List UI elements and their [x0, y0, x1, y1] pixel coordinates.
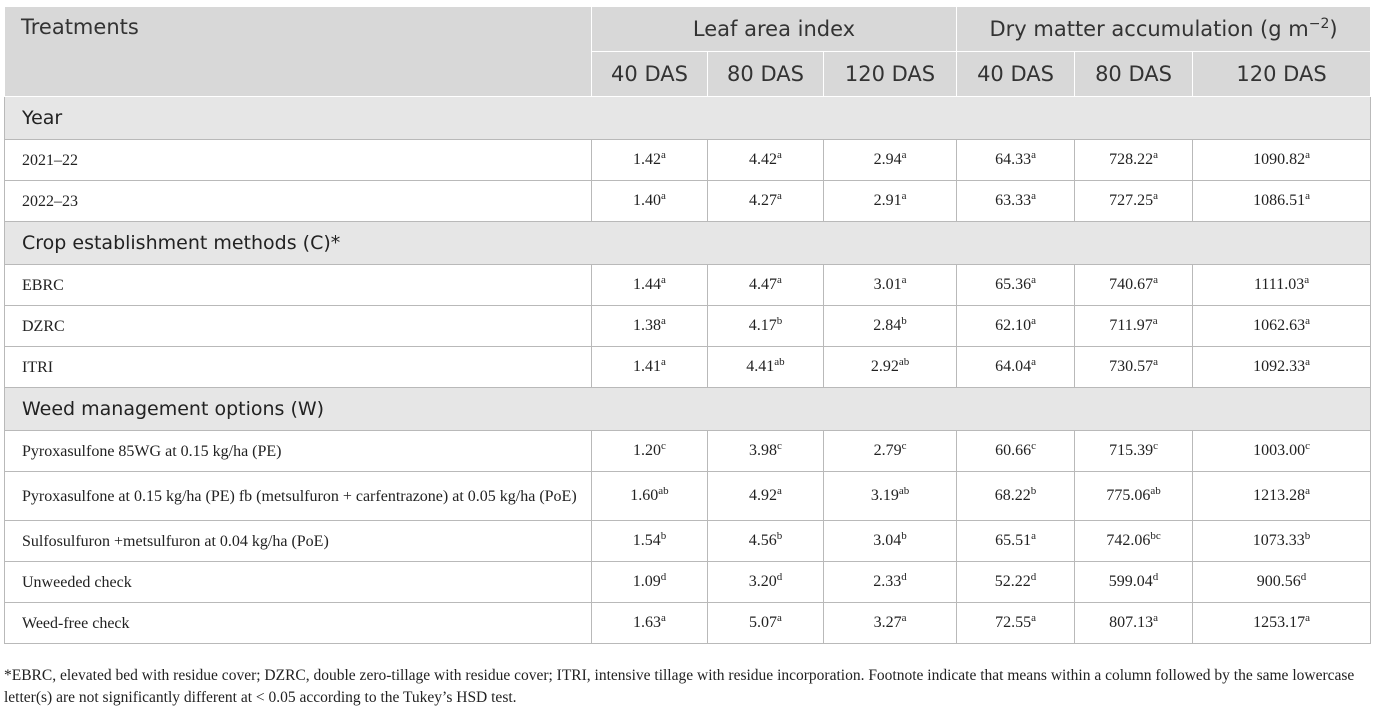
significance-letter: c	[1031, 440, 1036, 452]
significance-letter: a	[1305, 612, 1310, 624]
table-header	[5, 7, 1371, 97]
value-cell	[957, 181, 1075, 222]
section-title: Year	[5, 97, 1371, 140]
value-cell	[708, 603, 824, 644]
significance-letter: d	[776, 571, 783, 583]
value-number: 1092.33	[1253, 358, 1306, 375]
value-number: 4.92	[749, 487, 778, 504]
value-cell	[708, 140, 824, 181]
value-cell	[708, 562, 824, 603]
value-cell	[592, 603, 708, 644]
value-cell	[824, 472, 957, 521]
value-cell	[824, 140, 957, 181]
value-number: 2.33	[873, 573, 902, 590]
value-cell	[1075, 472, 1193, 521]
treatment-label: 2022–23	[5, 181, 592, 222]
value-cell	[1193, 181, 1371, 222]
significance-letter: a	[1304, 274, 1310, 286]
value-cell	[708, 431, 824, 472]
value-number: 63.33	[995, 192, 1032, 209]
value-cell	[708, 265, 824, 306]
value-number: 730.57	[1109, 358, 1154, 375]
value-number: 1.41	[633, 358, 662, 375]
value-cell	[1075, 562, 1193, 603]
value-cell	[957, 562, 1075, 603]
value-cell	[1075, 431, 1193, 472]
significance-letter: b	[901, 530, 907, 542]
significance-letter: a	[1305, 485, 1310, 497]
value-cell	[592, 472, 708, 521]
table-row	[5, 306, 1371, 347]
value-number: 3.04	[873, 532, 902, 549]
value-number: 3.98	[749, 442, 778, 459]
value-number: 1111.03	[1253, 276, 1305, 293]
value-cell	[592, 347, 708, 388]
value-cell	[592, 181, 708, 222]
value-number: 1090.82	[1253, 151, 1306, 168]
treatment-label: 2021–22	[5, 140, 592, 181]
value-cell	[592, 265, 708, 306]
value-number: 4.27	[749, 192, 778, 209]
value-number: 1.09	[632, 573, 661, 590]
value-number: 3.20	[748, 573, 777, 590]
value-cell	[824, 521, 957, 562]
value-cell	[957, 306, 1075, 347]
value-number: 1.20	[633, 442, 662, 459]
value-number: 4.17	[748, 317, 777, 334]
significance-letter: b	[1030, 485, 1037, 497]
value-cell	[1193, 431, 1371, 472]
value-cell	[708, 521, 824, 562]
value-number: 727.25	[1109, 192, 1154, 209]
treatment-label: Sulfosulfuron +metsulfuron at 0.04 kg/ha (PoE)	[5, 521, 592, 562]
value-cell	[1193, 472, 1371, 521]
significance-letter: d	[901, 571, 907, 583]
treatments-header: Treatments	[5, 7, 592, 97]
value-cell	[592, 140, 708, 181]
significance-letter: a	[901, 149, 907, 161]
value-number: 2.91	[873, 192, 902, 209]
value-cell	[1075, 306, 1193, 347]
significance-letter: a	[1031, 356, 1036, 368]
significance-letter: b	[776, 315, 783, 327]
value-cell	[592, 521, 708, 562]
significance-letter: a	[777, 274, 782, 286]
significance-letter: c	[1153, 440, 1158, 452]
value-number: 65.51	[995, 532, 1032, 549]
significance-letter: ab	[658, 485, 669, 497]
significance-letter: d	[1030, 571, 1037, 583]
dry-matter-unit-exponent: −2	[1308, 16, 1330, 32]
significance-letter: a	[661, 274, 666, 286]
value-number: 715.39	[1109, 442, 1154, 459]
value-cell	[824, 306, 957, 347]
value-cell	[708, 347, 824, 388]
value-number: 1.54	[632, 532, 661, 549]
treatment-label: Pyroxasulfone at 0.15 kg/ha (PE) fb (metsulfuron + carfentrazone) at 0.05 kg/ha (PoE)	[5, 472, 592, 521]
value-cell	[1193, 140, 1371, 181]
section-title: Crop establishment methods (C)*	[5, 222, 1371, 265]
significance-letter: a	[1031, 149, 1036, 161]
results-table	[4, 6, 1371, 644]
value-number: 599.04	[1108, 573, 1153, 590]
significance-letter: a	[1305, 315, 1310, 327]
significance-letter: a	[1031, 612, 1036, 624]
significance-letter: b	[660, 530, 667, 542]
significance-letter: a	[1031, 190, 1036, 202]
value-cell	[1193, 603, 1371, 644]
value-cell	[957, 472, 1075, 521]
dry-matter-header-text: Dry matter accumulation (g m	[989, 17, 1309, 41]
table-row	[5, 521, 1371, 562]
value-cell	[592, 562, 708, 603]
value-number: 68.22	[994, 487, 1031, 504]
value-number: 4.47	[749, 276, 778, 293]
significance-letter: a	[901, 612, 907, 624]
significance-letter: c	[1305, 440, 1310, 452]
value-cell	[1193, 562, 1371, 603]
significance-letter: a	[1305, 356, 1310, 368]
leaf-area-index-header: Leaf area index	[592, 7, 957, 52]
section-row	[5, 222, 1371, 265]
value-number: 3.27	[873, 614, 902, 631]
value-number: 1213.28	[1253, 487, 1306, 504]
value-cell	[824, 181, 957, 222]
significance-letter: d	[1152, 571, 1159, 583]
value-number: 1086.51	[1253, 192, 1306, 209]
significance-letter: b	[901, 315, 907, 327]
value-number: 1.42	[633, 151, 662, 168]
value-cell	[957, 431, 1075, 472]
value-number: 1253.17	[1253, 614, 1306, 631]
significance-letter: a	[1153, 274, 1158, 286]
treatment-label: Weed-free check	[5, 603, 592, 644]
significance-letter: a	[661, 190, 666, 202]
value-number: 5.07	[749, 614, 778, 631]
value-cell	[1075, 521, 1193, 562]
value-cell	[824, 265, 957, 306]
value-cell	[824, 562, 957, 603]
significance-letter: a	[777, 149, 782, 161]
value-number: 1.60	[630, 487, 659, 504]
value-number: 740.67	[1109, 276, 1154, 293]
das-column-header: 120 DAS	[824, 52, 957, 97]
value-cell	[957, 265, 1075, 306]
significance-letter: a	[1305, 149, 1310, 161]
das-column-header: 80 DAS	[708, 52, 824, 97]
value-cell	[957, 521, 1075, 562]
value-cell	[708, 181, 824, 222]
value-number: 64.33	[995, 151, 1032, 168]
significance-letter: a	[1031, 274, 1036, 286]
table-row	[5, 603, 1371, 644]
section-title: Weed management options (W)	[5, 388, 1371, 431]
value-cell	[824, 347, 957, 388]
significance-letter: ab	[898, 485, 910, 497]
value-number: 52.22	[994, 573, 1031, 590]
value-number: 62.10	[995, 317, 1032, 334]
significance-letter: a	[1153, 149, 1158, 161]
section-row	[5, 97, 1371, 140]
value-cell	[592, 306, 708, 347]
value-number: 1.44	[633, 276, 662, 293]
value-number: 900.56	[1256, 573, 1301, 590]
table-row	[5, 431, 1371, 472]
significance-letter: a	[661, 356, 666, 368]
value-cell	[1193, 265, 1371, 306]
significance-letter: d	[1300, 571, 1307, 583]
treatment-label: Unweeded check	[5, 562, 592, 603]
significance-letter: a	[777, 190, 782, 202]
treatment-label: Pyroxasulfone 85WG at 0.15 kg/ha (PE)	[5, 431, 592, 472]
value-cell	[1075, 265, 1193, 306]
das-column-header: 80 DAS	[1075, 52, 1193, 97]
value-number: 65.36	[995, 276, 1032, 293]
value-number: 2.92	[870, 358, 899, 375]
value-number: 4.42	[749, 151, 778, 168]
significance-letter: ab	[774, 356, 785, 368]
significance-letter: a	[1305, 190, 1310, 202]
significance-letter: a	[901, 274, 907, 286]
value-number: 2.79	[873, 442, 902, 459]
value-cell	[592, 431, 708, 472]
value-cell	[957, 603, 1075, 644]
treatment-label: EBRC	[5, 265, 592, 306]
significance-letter: a	[1153, 612, 1158, 624]
significance-letter: c	[901, 440, 907, 452]
value-cell	[824, 431, 957, 472]
value-number: 4.41	[746, 358, 775, 375]
value-cell	[708, 306, 824, 347]
value-number: 64.04	[995, 358, 1032, 375]
section-row	[5, 388, 1371, 431]
significance-letter: a	[901, 190, 907, 202]
table-row	[5, 472, 1371, 521]
value-number: 2.94	[873, 151, 902, 168]
value-cell	[1193, 521, 1371, 562]
table-row	[5, 140, 1371, 181]
significance-letter: a	[661, 612, 666, 624]
value-number: 742.06	[1106, 532, 1151, 549]
value-number: 4.56	[748, 532, 777, 549]
value-number: 3.01	[873, 276, 902, 293]
significance-letter: a	[661, 149, 666, 161]
value-cell	[824, 603, 957, 644]
value-number: 1062.63	[1253, 317, 1306, 334]
significance-letter: a	[661, 315, 666, 327]
significance-letter: d	[660, 571, 667, 583]
treatment-label: DZRC	[5, 306, 592, 347]
value-cell	[1075, 347, 1193, 388]
value-cell	[1193, 347, 1371, 388]
value-number: 711.97	[1109, 317, 1153, 334]
significance-letter: a	[1152, 315, 1158, 327]
treatment-label: ITRI	[5, 347, 592, 388]
value-number: 1.40	[633, 192, 662, 209]
table-footnote: *EBRC, elevated bed with residue cover; DZRC, double zero-tillage with residue cover; ITRI, intensive tillage with residue incorporation. Footnote indicate that means within a column followed by the same lowercase letter(s) are not significantly different at < 0.05 according to the Tukey’s HSD test.	[4, 667, 1355, 706]
das-column-header: 40 DAS	[592, 52, 708, 97]
table-row	[5, 181, 1371, 222]
value-number: 2.84	[873, 317, 902, 334]
value-cell	[957, 140, 1075, 181]
value-cell	[1075, 181, 1193, 222]
significance-letter: b	[1304, 530, 1311, 542]
value-number: 1.38	[633, 317, 662, 334]
significance-letter: ab	[898, 356, 910, 368]
significance-letter: a	[777, 612, 782, 624]
significance-letter: a	[1153, 356, 1158, 368]
table-row	[5, 562, 1371, 603]
value-cell	[1075, 603, 1193, 644]
value-number: 60.66	[995, 442, 1032, 459]
value-cell	[1193, 306, 1371, 347]
value-number: 1.63	[633, 614, 662, 631]
significance-letter: a	[1031, 315, 1036, 327]
value-cell	[1075, 140, 1193, 181]
significance-letter: b	[776, 530, 783, 542]
value-number: 3.19	[870, 487, 899, 504]
das-column-header: 40 DAS	[957, 52, 1075, 97]
value-number: 1003.00	[1253, 442, 1306, 459]
significance-letter: c	[661, 440, 666, 452]
value-number: 1073.33	[1252, 532, 1305, 549]
value-number: 807.13	[1109, 614, 1154, 631]
table-body	[5, 97, 1371, 644]
dry-matter-header	[957, 7, 1371, 52]
table-row	[5, 347, 1371, 388]
significance-letter: a	[1153, 190, 1158, 202]
value-number: 728.22	[1109, 151, 1154, 168]
das-column-header: 120 DAS	[1193, 52, 1371, 97]
significance-letter: bc	[1150, 530, 1161, 542]
significance-letter: ab	[1150, 485, 1161, 497]
significance-letter: a	[1031, 530, 1036, 542]
significance-letter: c	[777, 440, 782, 452]
value-number: 775.06	[1106, 487, 1151, 504]
value-cell	[708, 472, 824, 521]
significance-letter: a	[777, 485, 782, 497]
value-cell	[957, 347, 1075, 388]
table-row	[5, 265, 1371, 306]
value-number: 72.55	[995, 614, 1032, 631]
dry-matter-header-close: )	[1329, 17, 1338, 41]
